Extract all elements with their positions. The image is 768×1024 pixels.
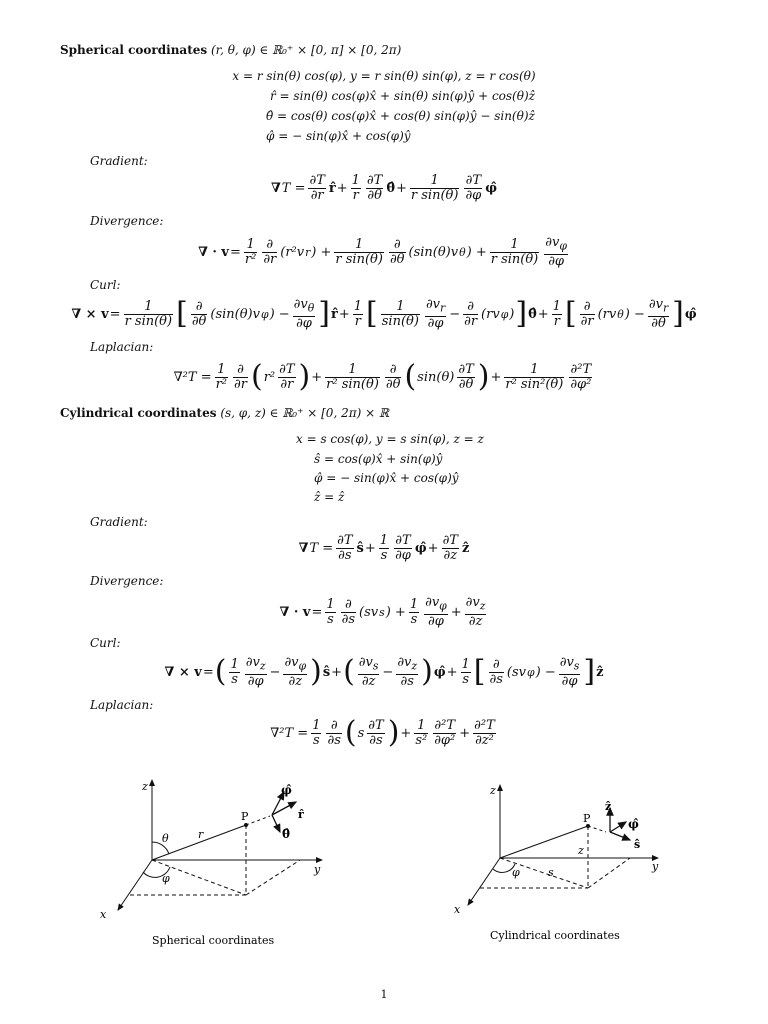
cyl-r-line: [500, 826, 588, 858]
cyl-zlen-label: z: [578, 844, 584, 857]
cylindrical-heading-domain: (s, φ, z) ∈ ℝ₀⁺ × [0, 2π) × ℝ: [220, 406, 389, 420]
spherical-gradient-label: Gradient:: [90, 154, 148, 168]
cyl-shat-label: ŝ: [634, 838, 641, 851]
spherical-curl-label: Curl:: [90, 278, 121, 292]
spherical-divergence-label: Divergence:: [90, 214, 164, 228]
cyl-y-label: y: [652, 860, 659, 873]
cylindrical-def-phihat: φ̂ = − sin(φ)x̂ + cos(φ)ŷ: [314, 471, 459, 485]
cylindrical-def-zhat: ẑ = ẑ: [314, 490, 345, 504]
sph-thetahat-label: θ̂: [282, 827, 291, 841]
sph-phihat-label: φ̂: [281, 783, 292, 797]
spherical-def-rhat: r̂ = sin(θ) cos(φ)x̂ + sin(θ) sin(φ)ŷ + cos(θ)ẑ: [270, 89, 535, 103]
cyl-s-label: s: [548, 866, 554, 879]
spherical-def-phihat: φ̂ = − sin(φ)x̂ + cos(φ)ŷ: [266, 129, 411, 143]
spherical-def-thetahat: θ̂ = cos(θ) cos(φ)x̂ + cos(θ) sin(φ)ŷ − sin(θ)ẑ: [266, 109, 535, 123]
sph-p-label: P: [241, 810, 249, 823]
cylindrical-divergence-eq: ∇ · v = $\frac{1}{s}$ $\frac{\partial}{\partial s}$ (sv s ) + $\frac{1}{s}$ $\frac{\partial v_\varphi}{\partial\varphi}$ + $\frac{\partial v_z}{\partial z}$: [279, 595, 486, 629]
cylindrical-gradient-eq: ∇ T = $\frac{\partial T}{\partial s}$ ŝ + $\frac{1}{s}$ $\frac{\partial T}{\partial\varphi}$ φ̂ + $\frac{\partial T}{\partial z}$ ẑ: [298, 533, 470, 563]
cyl-x-label: x: [454, 903, 461, 916]
sph-y-label: y: [314, 863, 321, 876]
cylindrical-def-shat: ŝ = cos(φ)x̂ + sin(φ)ŷ: [314, 452, 443, 466]
sph-r-label: r: [198, 828, 204, 841]
cylindrical-curl-eq: ∇ × v = ( $\frac{1}{s}$ $\frac{\partial v_z}{\partial\varphi}$ − $\frac{\partial v_\varphi}{\partial z}$ ) ŝ + ( $\frac{\partial v_s}{\partial z}$ − $\frac{\partial v_z}{\partial s}$ ) φ̂ + $\frac{1}{s}$ [ $\frac{\partial}{\partial s}$ (sv φ ) − $\frac{\partial v_s}{\partial\varphi}$ ] ẑ: [164, 654, 604, 690]
spherical-curl-eq: ∇ × v = $\frac{1}{\text{r sin(θ)}}$ [ $\frac{\partial}{\partial\theta}$ (sin(θ)v φ ) − $\frac{\partial v_\theta}{\partial\varphi}$ ] r̂ + $\frac{1}{r}$ [ $\frac{1}{\sin(\theta)}$ $\frac{\partial v_r}{\partial\varphi}$ − $\frac{\partial}{\partial r}$ (rv φ ) ] θ̂ + $\frac{1}{r}$ [ $\frac{\partial}{\partial r}$ (rv θ ) − $\frac{\partial v_r}{\partial\theta}$ ] φ̂: [71, 296, 697, 332]
cyl-p-label: P: [583, 812, 591, 825]
cyl-phi-label: φ: [512, 866, 520, 879]
cyl-shat-arrow: [610, 832, 630, 840]
spherical-laplacian-label: Laplacian:: [90, 340, 154, 354]
sph-x-axis: [118, 860, 152, 910]
cylindrical-laplacian-label: Laplacian:: [90, 698, 154, 712]
cyl-zhat-label: ẑ: [605, 800, 612, 813]
sph-theta-label: θ: [162, 832, 169, 845]
cyl-proj-y: [588, 858, 630, 888]
cyl-extension: [588, 826, 606, 832]
cyl-phihat-label: φ̂: [628, 817, 639, 831]
cylindrical-laplacian-eq: ∇²T = $\frac{1}{s}$ $\frac{\partial}{\partial s}$ ( s $\frac{\partial T}{\partial s}$ ) + $\frac{1}{\text{s²}}$ $\frac{\text{∂²T}}{\text{∂φ²}}$ + $\frac{\text{∂²T}}{\text{∂z²}}$: [270, 715, 495, 750]
sph-rhat-label: r̂: [298, 808, 304, 821]
spherical-heading-title: Spherical coordinates: [60, 43, 208, 57]
page-number: 1: [380, 988, 388, 1001]
coordinate-figures: [0, 770, 768, 970]
spherical-gradient-eq: ∇ T = $\frac{\partial T}{\partial r}$ r̂ + $\frac{1}{r}$ $\frac{\partial T}{\partial\theta}$ θ̂ + $\frac{1}{\text{r sin(θ)}}$ $\frac{\partial T}{\partial\varphi}$ φ̂: [270, 173, 498, 203]
cyl-z-axis-label: z: [490, 784, 496, 797]
cylindrical-heading: [60, 406, 389, 420]
sph-phi-label: φ: [162, 872, 170, 885]
cylindrical-caption: Cylindrical coordinates: [490, 929, 620, 942]
cylindrical-def-xyz: x = s cos(φ), y = s sin(φ), z = z: [296, 432, 484, 446]
sph-x-label: x: [100, 908, 107, 921]
cylindrical-figure: [454, 784, 659, 942]
spherical-divergence-eq: ∇ · v = $\frac{1}{\text{r²}}$ $\frac{\partial}{\partial r}$ (r²v r ) + $\frac{1}{\text{r sin(θ)}}$ $\frac{\partial}{\partial\theta}$ (sin(θ)v θ ) + $\frac{1}{\text{r sin(θ)}}$ $\frac{\partial v_\varphi}{\partial\varphi}$: [198, 235, 567, 269]
spherical-heading: [60, 43, 401, 57]
spherical-figure: [100, 780, 322, 947]
cylindrical-curl-label: Curl:: [90, 636, 121, 650]
cylindrical-divergence-label: Divergence:: [90, 574, 164, 588]
cylindrical-gradient-label: Gradient:: [90, 515, 148, 529]
sph-r-extension: [246, 816, 270, 825]
spherical-heading-domain: (r, θ, φ) ∈ ℝ₀⁺ × [0, π] × [0, 2π): [210, 43, 402, 57]
sph-z-label: z: [142, 780, 148, 793]
spherical-def-xyz: x = r sin(θ) cos(φ), y = r sin(θ) sin(φ), z = r cos(θ): [232, 69, 536, 83]
spherical-caption: Spherical coordinates: [152, 934, 275, 947]
cyl-phihat-arrow: [610, 822, 626, 832]
sph-proj-y: [246, 860, 300, 895]
sph-thetahat-arrow: [272, 815, 280, 832]
sph-point: [244, 823, 248, 827]
cyl-x-axis: [468, 858, 500, 905]
spherical-laplacian-eq: ∇²T = $\frac{1}{\text{r²}}$ $\frac{\partial}{\partial r}$ ( r² $\frac{\partial T}{\partial r}$ ) + $\frac{1}{\text{r² sin(θ)}}$ $\frac{\partial}{\partial\theta}$ ( sin(θ) $\frac{\partial T}{\partial\theta}$ ) + $\frac{1}{\text{r² sin²(θ)}}$ $\frac{\text{∂²T}}{\text{∂φ²}}$: [173, 359, 592, 394]
cylindrical-heading-title: Cylindrical coordinates: [60, 406, 217, 420]
